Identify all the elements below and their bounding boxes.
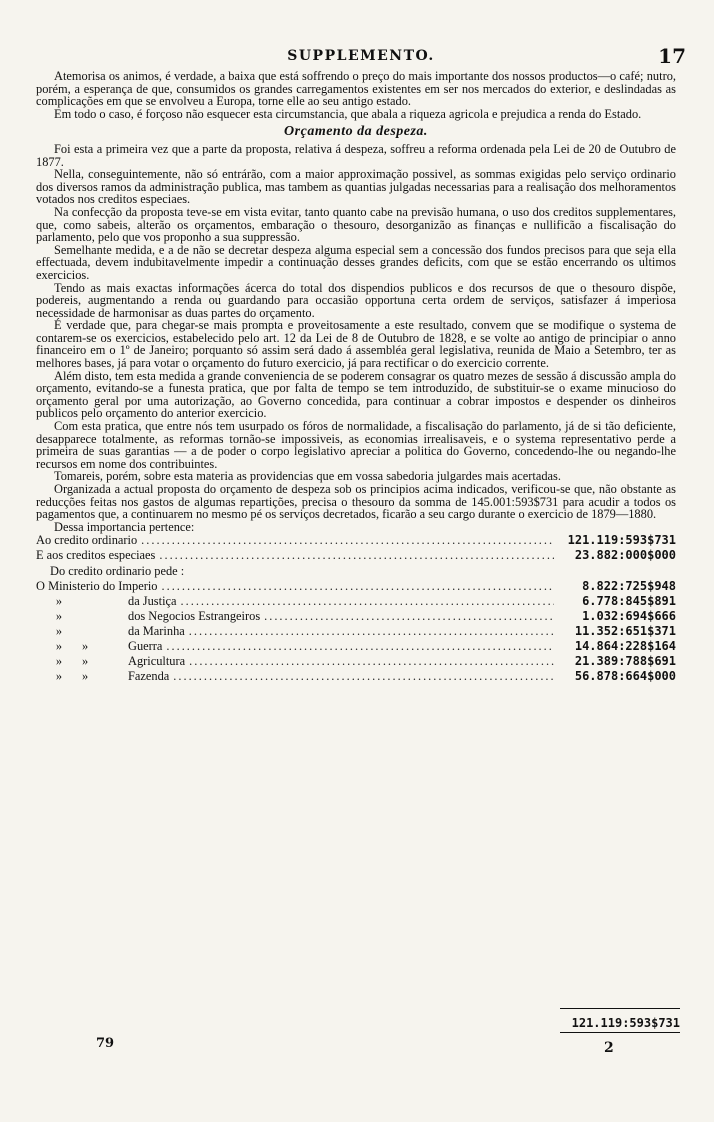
paragraph: Nella, conseguintemente, não só entrárão, com a maior approximação possivel, as sommas exigidas pelo serviço ordinario dos diversos ramos da administração publica, mas tambem as quantias julgadas necessarias para a realisação dos melhoramentos votados nos creditos especiaes. — [36, 167, 676, 207]
entry-value: 121.119:593$731 — [567, 533, 676, 548]
ministry-label: Guerra — [128, 639, 163, 654]
sum-rule — [560, 1008, 680, 1009]
paragraph: Tendo as mais exactas informações ácerca do total dos dispendios publicos e dos recursos de que o thesouro dispõe, podereis, augmentando a renda ou guardando para occasião opportuna certa ordem de serviços, satisfazer á imperiosa necessidade de harmonisar as duas partes do orçamento. — [36, 280, 676, 320]
signature-mark: 79 — [96, 1036, 115, 1051]
paragraph: Atemorisa os animos, é verdade, a baixa que está soffrendo o preço do mais importante dos nossos productos—o café; nutro, porém, a esperança de que, consumidos os grandes carregamentos existentes em ser nos mercados do exterior, e deslindadas as complicações em que se envolveu a Europa, torne elle ao seu antigo estado. — [36, 69, 676, 109]
ministry-row — [36, 625, 676, 640]
budget-table — [36, 534, 676, 685]
row-prefix: » — [55, 623, 63, 638]
entry-label: Ao credito ordinario — [36, 533, 138, 548]
ministry-row — [36, 655, 676, 670]
subheading — [36, 565, 676, 580]
signature-mark-right: 2 — [604, 1040, 614, 1056]
paragraph: Em todo o caso, é forçoso não esquecer esta circumstancia, que abala a riqueza agricola e prejudica a renda do Estado. — [54, 106, 642, 121]
ministry-value: 56.878:664$000 — [574, 669, 676, 684]
paragraph: É verdade que, para chegar-se mais prompta e proveitosamente a este resultado, convem que se modifique o systema de contarem-se os exercicios, estabelecido pelo art. 12 da Lei de 8 de Outubro de 1828, e se volte ao antigo de principiar o anno financeiro em o 1º de Janeiro; porquanto só assim será dado á assembléa geral legislativa, reunida de Maio a Setembro, ter as melhores bases, já para votar o orçamento do futuro exercicio, já para rectificar o do exercicio corrente. — [36, 318, 676, 371]
row-ditto: » — [82, 639, 89, 654]
total-value: 121.119:593$731 — [571, 1016, 680, 1030]
ministry-label: dos Negocios Estrangeiros — [128, 608, 261, 623]
dot-leader — [264, 610, 554, 623]
ministry-row — [36, 580, 676, 595]
dot-leader — [181, 595, 554, 608]
row-prefix: » — [55, 608, 63, 623]
page-header — [36, 46, 686, 70]
paragraph: Com esta pratica, que entre nós tem usurpado os fóros de normalidade, a fiscalisação do parlamento, já de si tão deficiente, desapparece totalmente, as reformas tornão-se impossiveis, as economias irrealisaveis, e o systema representativo perde a primeira de suas garantias — a de poder o corpo legislativo apreciar a politica do Governo, concedendo-lhe ou negando-lhe recursos em nome dos contribuintes. — [36, 419, 676, 471]
ministry-row — [36, 610, 676, 625]
ministry-label: Ministerio do Imperio — [48, 578, 158, 593]
ministry-row — [36, 640, 676, 655]
paragraph: Semelhante medida, e a de não se decretar despeza alguma especial sem a concessão dos fundos precisos para que seja ella effectuada, devem indubitavelmente impedir a continuação desses grandes deficits, com que se estão encerrando os ultimos exercicios. — [36, 242, 676, 282]
section-heading: Orçamento da despeza. — [284, 124, 428, 140]
paragraph: Tomareis, porém, sobre esta materia as providencias que em vossa sabedoria julgardes mais acertadas. — [54, 469, 561, 484]
ministry-label: Fazenda — [128, 669, 170, 684]
paragraph: Além disto, tem esta medida a grande conveniencia de se poderem consagrar os quatro mezes de sessão á discussão ampla do orçamento, evitando-se a funesta pratica, que por falta de tempo se tem introduzido, de substituir-se o exame minucioso do orçamento geral por uma autorização, ao Governo concedida, para continuar a cobrar impostos e despender os dinheiros publicos pelo orçamento do anterior exercicio. — [36, 368, 676, 421]
dot-leader — [189, 625, 554, 638]
intro-line: Dessa importancia pertence: — [54, 519, 195, 534]
row-prefix: » — [55, 639, 63, 654]
ministry-value: 11.352:651$371 — [574, 623, 676, 638]
dot-leader — [162, 580, 555, 593]
dot-leader — [159, 549, 554, 562]
dot-leader — [141, 534, 554, 547]
running-title: SUPPLEMENTO. — [287, 48, 435, 64]
row-prefix: » — [55, 654, 63, 669]
ministry-row — [36, 670, 676, 685]
ministry-row — [36, 595, 676, 610]
row-prefix: O — [36, 578, 45, 593]
dot-leader — [189, 655, 554, 668]
entry-ordinary — [36, 534, 676, 549]
row-ditto: » — [82, 654, 89, 669]
row-prefix: » — [55, 669, 63, 684]
document-body — [36, 70, 676, 685]
row-prefix: » — [55, 593, 63, 608]
ministry-value: 8.822:725$948 — [582, 578, 676, 593]
dot-leader — [166, 640, 554, 653]
ministry-value: 14.864:228$164 — [574, 639, 676, 654]
ministry-label: da Marinha — [128, 623, 185, 638]
entry-special — [36, 549, 676, 564]
ministry-value: 1.032:694$666 — [582, 608, 676, 623]
dot-leader — [173, 670, 554, 683]
entry-value: 23.882:000$000 — [574, 548, 676, 563]
page-number: 17 — [658, 44, 686, 68]
ministry-label: da Justiça — [128, 593, 177, 608]
ministry-label: Agricultura — [128, 654, 186, 669]
ministry-value: 6.778:845$891 — [582, 593, 676, 608]
ministry-value: 21.389:788$691 — [574, 654, 676, 669]
paragraph: Organizada a actual proposta do orçamento de despeza sob os principios acima indicados, verificou-se que, não obstante as reducções feitas nos gastos de algumas repartições, precisa o thesouro da somma de 145.001:593$731 para acudir a todos os pagamentos que, a continuarem no mesmo pé os serviços decretados, ficarão a seu cargo durante o exercicio de 1879—1880. — [36, 482, 676, 522]
subheading-label: Do credito ordinario pede : — [50, 563, 185, 578]
paragraph: Na confecção da proposta teve-se em vista evitar, tanto quanto cabe na previsão humana, o uso dos creditos supplementares, que, como sabeis, alterão os orçamentos, embaração o thesouro, desorganizão as finanças e nullificão a fiscalisação do parlamento, pelo que vos proponho a sua suppressão. — [36, 204, 676, 245]
entry-label: E aos creditos especiaes — [36, 548, 156, 563]
total-rule — [560, 1032, 680, 1033]
paragraph: Foi esta a primeira vez que a parte da proposta, relativa á despeza, soffreu a reforma ordenada pela Lei de 20 de Outubro de 1877. — [36, 141, 676, 169]
row-ditto: » — [82, 669, 89, 684]
